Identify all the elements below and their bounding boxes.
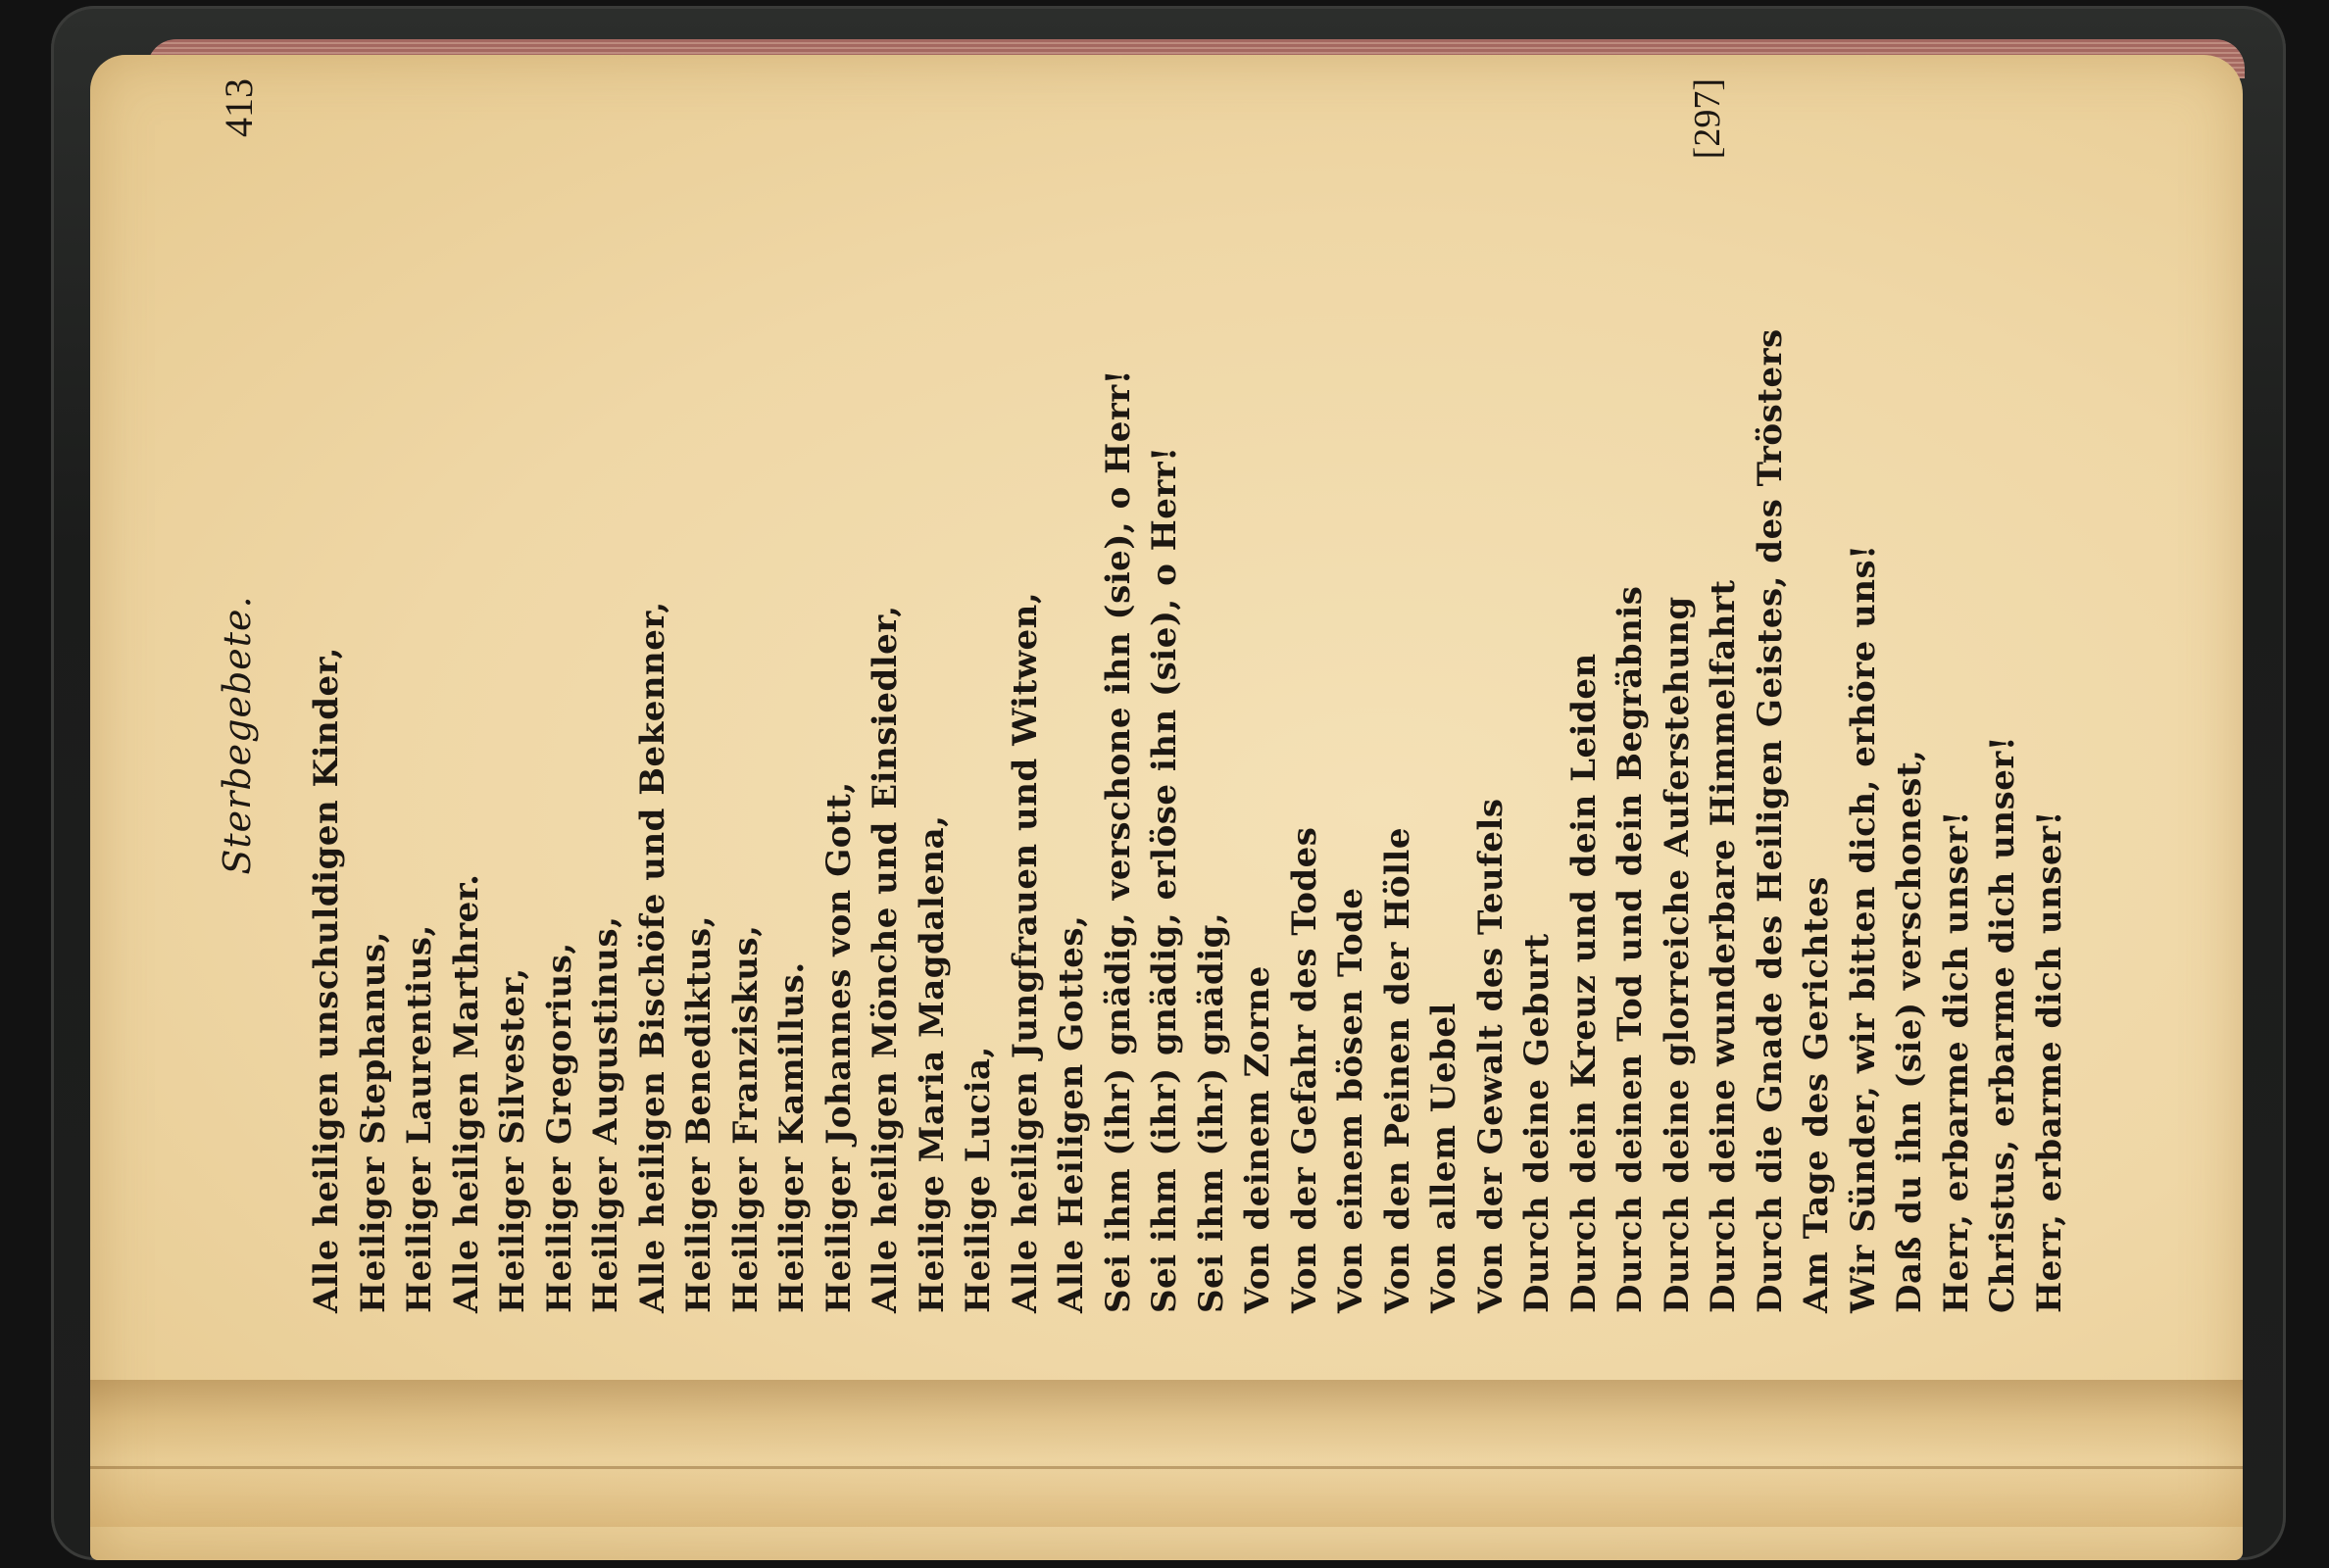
prayer-line: Alle heiligen Bischöfe und Bekenner, xyxy=(632,601,672,1313)
prayer-line: Alle heiligen Jungfrauen und Witwen, xyxy=(1005,591,1045,1313)
prayer-line: Von der Gefahr des Todes xyxy=(1284,826,1324,1313)
prayer-line: Durch deine wunderbare Himmelfahrt xyxy=(1704,579,1743,1313)
prayer-line: Von der Gewalt des Teufels xyxy=(1470,798,1511,1313)
prayer-line: Heiliger Johannes von Gott, xyxy=(818,781,859,1313)
prayer-line: Sei ihm (ihr) gnädig, erlöse ihn (sie), o Herr! xyxy=(1145,446,1184,1313)
rotated-text-block xyxy=(216,78,2069,1313)
section-title: Sterbegebete. xyxy=(216,595,259,875)
prayer-line: Heiliger Laurentius, xyxy=(400,924,439,1313)
prayer-line: Heiliger Benediktus, xyxy=(679,914,719,1313)
page-number: 413 xyxy=(217,78,261,137)
prayer-line: Heilige Maria Magdalena, xyxy=(912,814,952,1313)
prayer-line: Durch dein Kreuz und dein Leiden xyxy=(1563,653,1604,1313)
prayer-line: Herr, erbarme dich unser! xyxy=(1936,810,1976,1313)
prayer-line: Durch deinen Tod und dein Begräbnis xyxy=(1610,585,1650,1313)
prayer-line: Alle heiligen Marthrer. xyxy=(446,873,486,1313)
prayer-line: Von einem bösen Tode xyxy=(1331,887,1370,1313)
prayer-line: Von allem Uebel xyxy=(1424,1003,1463,1313)
prayer-line: Alle Heiligen Gottes, xyxy=(1052,914,1091,1313)
prayer-line: Alle heiligen unschuldigen Kinder, xyxy=(307,647,346,1313)
prayer-line: Von den Peinen der Hölle xyxy=(1377,827,1417,1313)
page-fold xyxy=(90,1466,2243,1469)
prayer-line: Wir Sünder, wir bitten dich, erhöre uns! xyxy=(1843,544,1883,1313)
prayer-line: Durch deine glorreiche Auferstehung xyxy=(1657,596,1697,1313)
prayer-line: Daß du ihn (sie) verschonest, xyxy=(1890,749,1929,1313)
prayer-line: Alle heiligen Mönche und Einsiedler, xyxy=(866,605,905,1313)
running-head xyxy=(216,78,274,1313)
prayer-line: Durch die Gnade des Heiligen Geistes, des Trösters xyxy=(1750,328,1790,1313)
prayer-line: Heiliger Kamillus. xyxy=(772,961,812,1313)
prayer-line: Heiliger Augustinus, xyxy=(586,915,625,1313)
prayer-line: Sei ihm (ihr) gnädig, xyxy=(1191,911,1231,1313)
prayer-line: Christus, erbarme dich unser! xyxy=(1983,735,2022,1313)
prayer-line: Heilige Lucia, xyxy=(959,1046,998,1313)
prayer-line: Heiliger Silvester, xyxy=(493,967,532,1313)
page-gutter-shadow xyxy=(90,1380,2243,1527)
prayer-line: Heiliger Gregorius, xyxy=(539,942,579,1313)
footer-reference: [297] xyxy=(1687,78,1728,160)
prayer-line: Am Tage des Gerichtes xyxy=(1797,876,1836,1313)
prayer-lines xyxy=(304,78,2073,1313)
prayer-line: Herr, erbarme dich unser! xyxy=(2029,810,2069,1313)
prayer-line: Von deinem Zorne xyxy=(1238,965,1277,1313)
prayer-line: Durch deine Geburt xyxy=(1517,933,1557,1313)
prayer-line: Heiliger Stephanus, xyxy=(353,931,393,1313)
prayer-line: Heiliger Franziskus, xyxy=(725,924,766,1313)
prayer-line: Sei ihm (ihr) gnädig, verschone ihn (sie), o Herr! xyxy=(1098,368,1138,1313)
